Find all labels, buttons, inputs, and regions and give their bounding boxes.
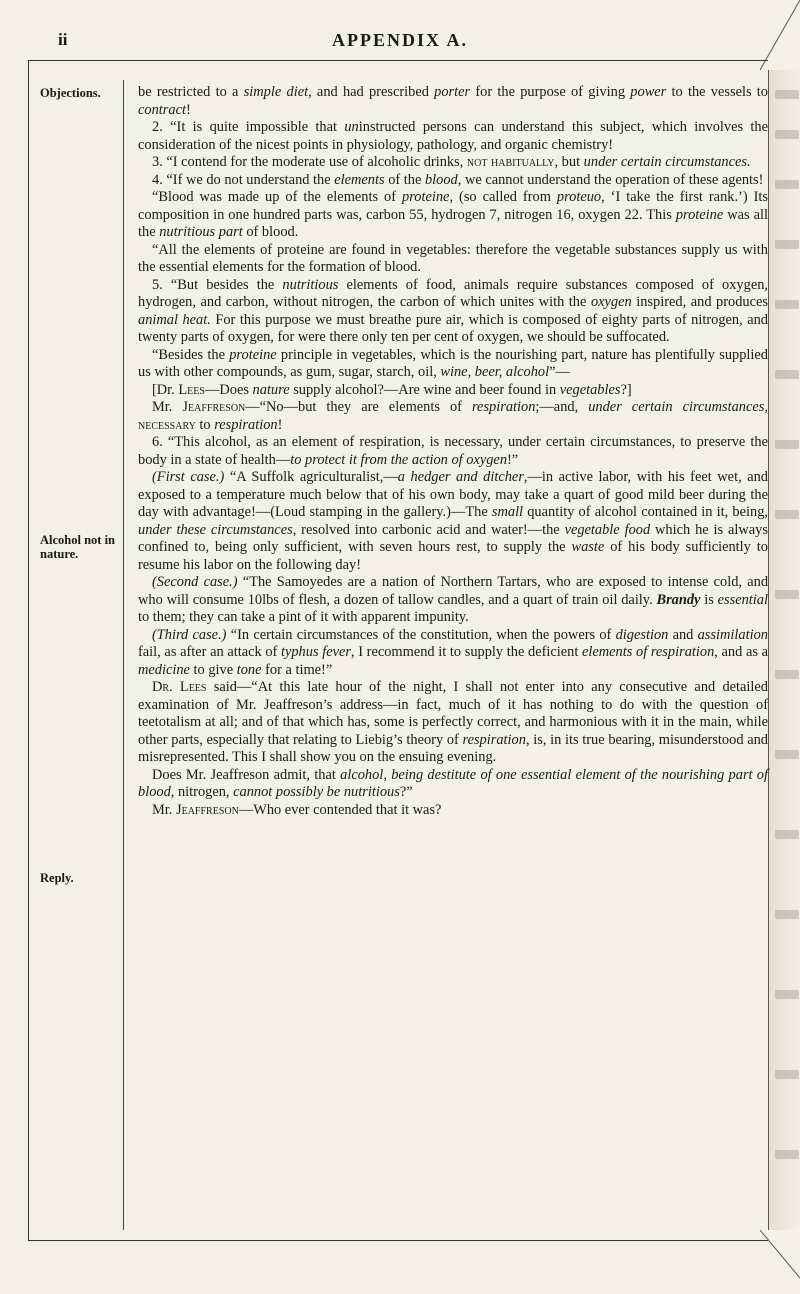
margin-note-alcohol-not-in-nature: Alcohol not in nature. xyxy=(40,533,116,561)
paragraph-9: [Dr. Lees—Does nature supply alcohol?—Are wine and beer found in vegetables?] xyxy=(152,381,632,398)
frame-top-rule xyxy=(28,60,768,61)
page-header: APPENDIX A. xyxy=(331,30,468,50)
paragraph-15: Dr. Lees said—“At this late hour of the night, I shall not enter into any consecutive and detailed examination of Mr. Jeaffreson’s address—in fact, much of it has nothing to do with the question of teetotalism at all; and of that which has, some is perfectly correct, and harmonious with it in the main, while other parts, especially that relating to Liebig’s theory of respiration, is, in its true bearing, misunderstood and misrepresented. This I shall show you on the ensuing evening. xyxy=(138,679,769,765)
adjacent-page-edge xyxy=(768,70,800,1230)
body-text xyxy=(138,84,768,819)
paragraph-12: (First case.) “A Suffolk agriculturalist,—a hedger and ditcher,—in active labor, with his feet wet, and exposed to a temperature much below that of his own body, may take a quart of good mild beer during the day with advantage!—(Loud stamping in the gallery.)—The small quantity of alcohol contained in it, being, under these circumstances, resolved into carbonic acid and water!—the vegetable food which he is always confined to, being only sufficient, with seven hours rest, to supply the waste of his body sufficiently to resume his labor on the following day! xyxy=(138,469,769,573)
paragraph-1: be restricted to a simple diet, and had prescribed porter for the purpose of giving power to the vessels to contract! xyxy=(138,84,768,118)
paragraph-13: (Second case.) “The Samoyedes are a nation of Northern Tartars, who are exposed to intense cold, and who will consume 10lbs of flesh, a dozen of tallow candles, and a quart of train oil daily. Brandy is essential to them; they can take a pint of it with apparent impunity. xyxy=(138,574,769,625)
paragraph-10: Mr. Jeaffreson—“No—but they are elements of respiration;—and, under certain circumstances, necessary to respiration! xyxy=(138,399,768,433)
margin-note-reply: Reply. xyxy=(40,871,74,885)
corner-fold-bottom xyxy=(760,1230,800,1294)
paragraph-16: Does Mr. Jeaffreson admit, that alcohol, being destitute of one essential element of the nourishing part of blood, nitrogen, cannot possibly be nutritious?” xyxy=(138,766,769,800)
paragraph-5: “Blood was made up of the elements of proteine, (so called from proteuo, ‘I take the first rank.’) Its composition in one hundred parts was, carbon 55, hydrogen 7, nitrogen 16, oxygen 22. This proteine was all the nutritious part of blood. xyxy=(138,189,769,240)
paragraph-7: 5. “But besides the nutritious elements of food, animals require substances composed of oxygen, hydrogen, and carbon, without nitrogen, the carbon of which unites with the oxygen inspired, and produces animal heat. For this purpose we must breathe pure air, which is composed of eighty parts of nitrogen, and twenty parts of oxygen, for were there only ten per cent of oxygen, we should be suffocated. xyxy=(138,276,769,345)
paragraph-14: (Third case.) “In certain circumstances of the constitution, when the powers of digestion and assimilation fail, as after an attack of typhus fever, I recommend it to supply the deficient elements of respiration, and as a medicine to give tone for a time!” xyxy=(138,626,768,678)
paragraph-4: 4. “If we do not understand the elements of the blood, we cannot understand the operation of these agents! xyxy=(152,171,764,188)
paragraph-6: “All the elements of proteine are found in vegetables: therefore the vegetable substances supply us with the essential elements for the formation of blood. xyxy=(138,241,768,275)
frame-left-rule xyxy=(28,60,29,1240)
paragraph-3: 3. “I contend for the moderate use of alcoholic drinks, not habitually, but under certain circumstances. xyxy=(152,154,751,170)
paragraph-11: 6. “This alcohol, as an element of respiration, is necessary, under certain circumstances, to preserve the body in a state of health—to protect it from the action of oxygen!” xyxy=(138,434,768,468)
page-number: ii xyxy=(58,30,68,49)
paragraph-8: “Besides the proteine principle in vegetables, which is the nourishing part, nature has plentifully supplied us with other compounds, as gum, sugar, starch, oil, wine, beer, alcohol”— xyxy=(138,346,769,380)
margin-rule xyxy=(123,80,124,1230)
paragraph-17: Mr. Jeaffreson—Who ever contended that it was? xyxy=(152,801,442,818)
paragraph-2: 2. “It is quite impossible that uninstructed persons can understand this subject, which involves the consideration of the nicest points in physiology, pathology, and organic chemistry! xyxy=(138,119,768,153)
margin-note-objections: Objections. xyxy=(40,86,101,100)
frame-bottom-rule xyxy=(28,1240,768,1241)
